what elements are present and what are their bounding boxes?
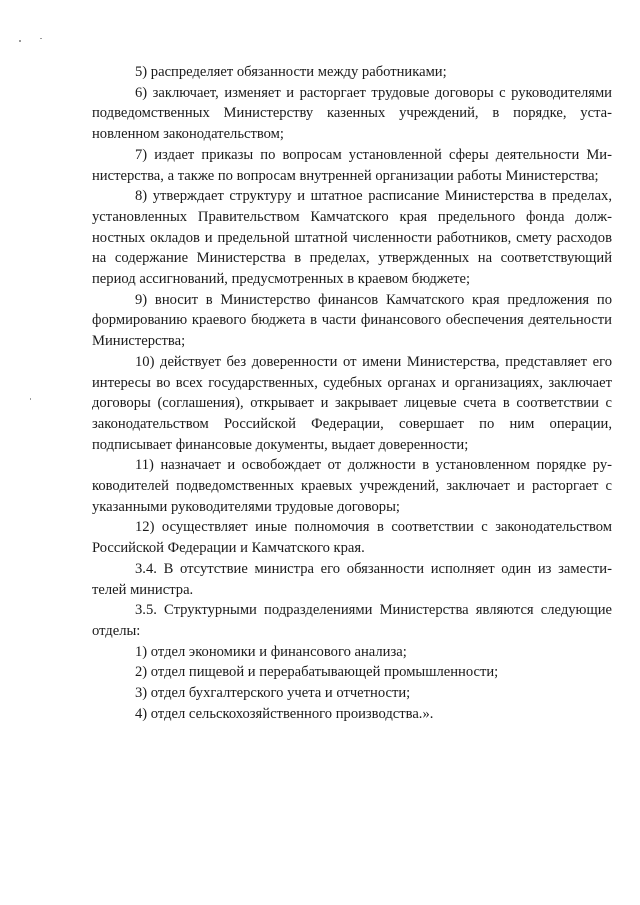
paragraph-item-12: 12) осуществляет иные полномочия в соответствии с законодательством Российской Федерации и Камчатского края.: [92, 519, 612, 557]
paragraph-clause-3-5: 3.5. Структурными подразделениями Министерства являются следующие отделы:: [92, 602, 612, 639]
department-item-3: 3) отдел бухгалтерского учета и отчетности;: [135, 685, 411, 702]
paragraph-item-6: 6) заключает, изменяет и расторгает трудовые договоры с руководителями подведомственных Министерству казенных учреждений, в порядке, установленном законодательством;: [92, 84, 612, 143]
scan-speck: [40, 38, 42, 39]
paragraph-item-5: 5) распределяет обязанности между работниками;: [135, 64, 447, 80]
paragraph-item-8: 8) утверждает структуру и штатное расписание Министерства в пределах, установленных Правительством Камчатского края предельного фонда должностных окладов и предельной штатной численности работников, смету расходов на содержание Министерства в пределах, утвержденных на соответствующий период ассигнований, предусмотренных в краевом бюджете;: [92, 188, 612, 288]
paragraph-clause-3-4: 3.4. В отсутствие министра его обязанности исполняет один из заместителей министра.: [92, 560, 612, 598]
scan-speck: [30, 398, 31, 400]
paragraph-item-7: 7) издает приказы по вопросам установленной сферы деятельности Министерства, а также по вопросам внутренней организации работы Министерства;: [92, 146, 612, 184]
document-body: [92, 62, 612, 725]
department-item-4: 4) отдел сельскохозяйственного производства.».: [135, 705, 434, 722]
department-item-2: 2) отдел пищевой и перерабатывающей промышленности;: [135, 664, 499, 681]
department-item-1: 1) отдел экономики и финансового анализа;: [135, 643, 407, 660]
scan-speck: [19, 40, 21, 42]
paragraph-item-11: 11) назначает и освобождает от должности в установленном порядке руководителей подведомственных краевых учреждений, заключает и расторгает с указанными руководителями трудовые договоры;: [92, 457, 612, 515]
paragraph-item-9: 9) вносит в Министерство финансов Камчатского края предложения по формированию краевого бюджета в части финансового обеспечения деятельности Министерства;: [92, 291, 612, 350]
paragraph-item-10: 10) действует без доверенности от имени Министерства, представляет его интересы во всех государственных, судебных органах и организациях, заключает договоры (соглашения), открывает и закрывает лицевые счета в соответствии с законодательством Российской Федерации, совершает по ним операции, подписывает финансовые документы, выдает доверенности;: [92, 353, 612, 453]
